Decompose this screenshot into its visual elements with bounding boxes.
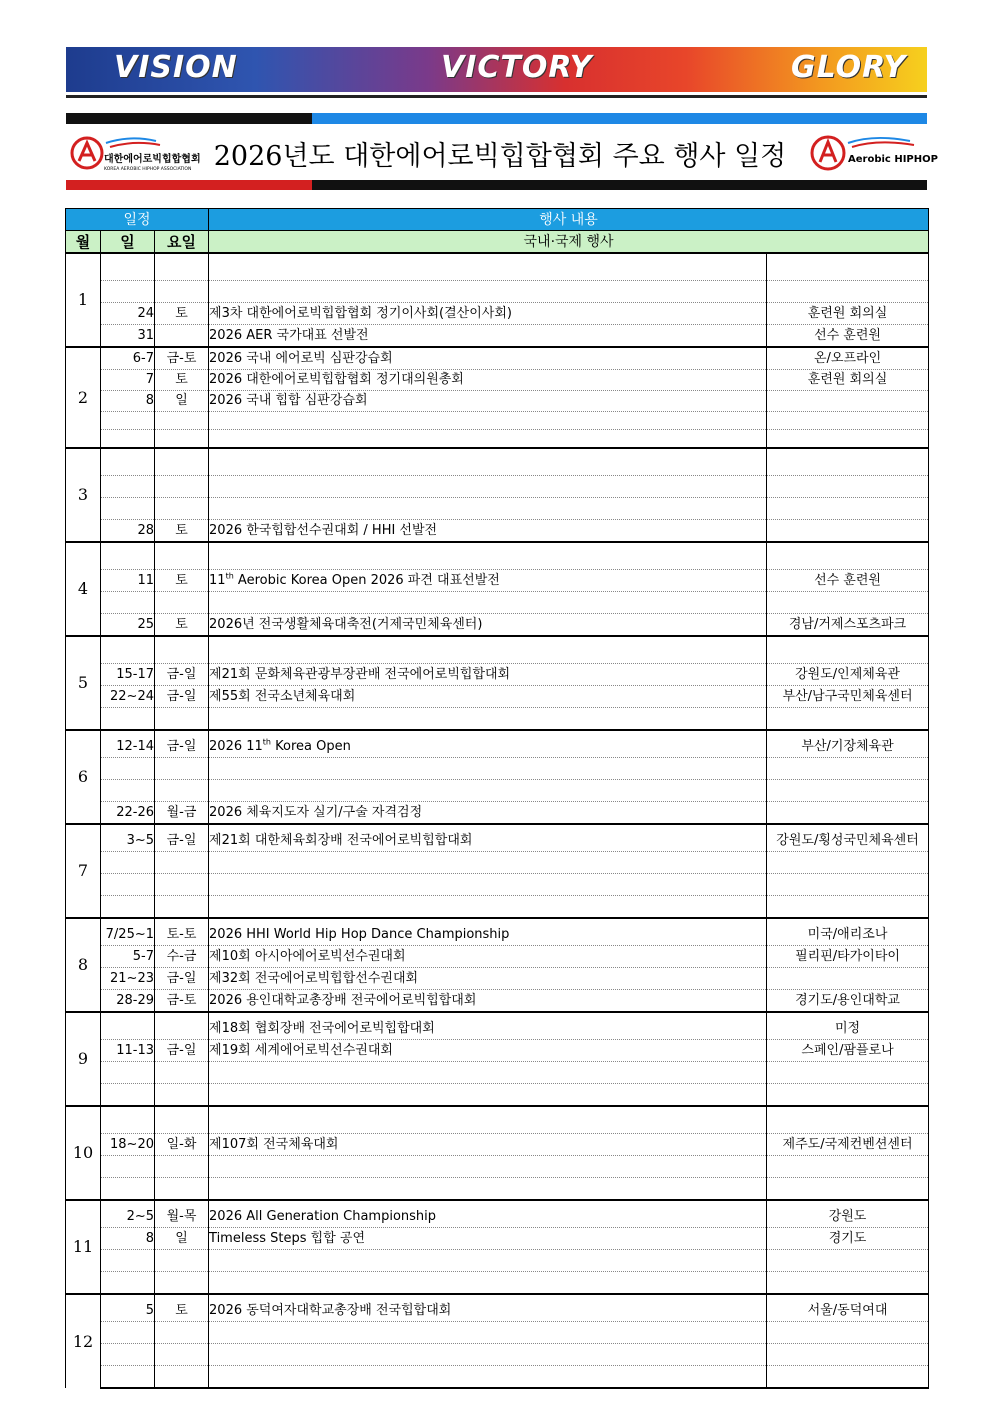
association-logo-right — [810, 131, 938, 175]
event-weekday — [155, 780, 209, 802]
event-location: 필리핀/타가이타이 — [767, 946, 929, 968]
event-location — [767, 852, 929, 874]
event-name: 2026 All Generation Championship — [209, 1200, 767, 1228]
table-row — [66, 1322, 929, 1344]
event-day: 5 — [101, 1294, 155, 1322]
event-location: 온/오프라인 — [767, 347, 929, 370]
event-weekday — [155, 1012, 209, 1040]
event-location — [767, 802, 929, 825]
event-day — [101, 1178, 155, 1201]
event-name-part: 2026 11 — [209, 739, 263, 754]
header-dow: 요일 — [155, 231, 209, 254]
event-weekday — [155, 708, 209, 731]
event-weekday: 일 — [155, 1228, 209, 1250]
header-domestic-intl: 국내·국제 행사 — [209, 231, 929, 254]
event-weekday: 토 — [155, 370, 209, 391]
event-weekday — [155, 1084, 209, 1107]
event-day: 15-17 — [101, 664, 155, 686]
event-location: 제주도/국제컨벤션센터 — [767, 1134, 929, 1156]
event-name — [209, 636, 767, 664]
table-row — [66, 636, 929, 664]
month-label: 2 — [66, 347, 101, 448]
event-name: 2026 체육지도자 실기/구술 자격검정 — [209, 802, 767, 825]
event-name — [209, 570, 767, 592]
page-title: 2026년도 대한에어로빅힙합협회 주요 행사 일정 — [213, 141, 787, 172]
event-weekday — [155, 498, 209, 520]
event-location — [767, 430, 929, 449]
event-day — [101, 852, 155, 874]
event-location: 경기도 — [767, 1228, 929, 1250]
event-day — [101, 1366, 155, 1389]
event-weekday: 월-목 — [155, 1200, 209, 1228]
event-location — [767, 874, 929, 896]
divider-bar-red — [66, 180, 312, 190]
table-row — [66, 498, 929, 520]
event-location — [767, 1366, 929, 1389]
event-weekday: 토 — [155, 1294, 209, 1322]
event-weekday — [155, 1322, 209, 1344]
event-weekday: 토-토 — [155, 918, 209, 946]
event-weekday — [155, 412, 209, 430]
header-banner — [66, 47, 927, 92]
table-row — [66, 1178, 929, 1201]
table-row — [66, 542, 929, 570]
event-name — [209, 1250, 767, 1272]
table-row — [66, 968, 929, 990]
event-weekday: 금-일 — [155, 730, 209, 758]
table-row — [66, 730, 929, 758]
event-name: 2026 용인대학교총장배 전국에어로빅힙합대회 — [209, 990, 767, 1013]
month-label: 12 — [66, 1294, 101, 1388]
event-day — [101, 1322, 155, 1344]
event-name — [209, 542, 767, 570]
event-day — [101, 430, 155, 449]
event-name-part: 11 — [209, 572, 226, 588]
event-location: 강원도 — [767, 1200, 929, 1228]
table-row — [66, 303, 929, 325]
event-location — [767, 520, 929, 543]
event-location: 선수 훈련원 — [767, 570, 929, 592]
event-day — [101, 874, 155, 896]
event-day: 7/25~1 — [101, 918, 155, 946]
month-label: 3 — [66, 448, 101, 542]
header-month: 월 — [66, 231, 101, 254]
event-weekday — [155, 1366, 209, 1389]
event-weekday — [155, 592, 209, 614]
event-day — [101, 542, 155, 570]
event-weekday — [155, 1156, 209, 1178]
event-weekday: 토 — [155, 570, 209, 592]
event-weekday: 일-화 — [155, 1134, 209, 1156]
event-name: 2026 국내 힙합 심판강습회 — [209, 391, 767, 412]
event-name: 제107회 전국체육대회 — [209, 1134, 767, 1156]
event-weekday — [155, 448, 209, 476]
table-row — [66, 1062, 929, 1084]
table-row — [66, 758, 929, 780]
event-name — [209, 1344, 767, 1366]
event-location: 경기도/용인대학교 — [767, 990, 929, 1013]
event-name — [209, 476, 767, 498]
event-name — [209, 412, 767, 430]
event-weekday: 금-토 — [155, 347, 209, 370]
event-name: 제3차 대한에어로빅힙합협회 정기이사회(결산이사회) — [209, 303, 767, 325]
table-row — [66, 570, 929, 592]
event-day: 25 — [101, 614, 155, 637]
divider-bar-black — [66, 113, 312, 124]
event-location: 부산/남구국민체육센터 — [767, 686, 929, 708]
event-name — [209, 592, 767, 614]
event-location — [767, 708, 929, 731]
event-name — [209, 1062, 767, 1084]
table-row — [66, 1156, 929, 1178]
event-day — [101, 1012, 155, 1040]
month-label: 5 — [66, 636, 101, 730]
table-row — [66, 412, 929, 430]
divider-bar-black-lower — [312, 180, 927, 190]
event-day — [101, 780, 155, 802]
event-weekday: 금-토 — [155, 990, 209, 1013]
event-location — [767, 636, 929, 664]
event-location — [767, 498, 929, 520]
event-location — [767, 542, 929, 570]
event-location: 미정 — [767, 1012, 929, 1040]
event-weekday: 월-금 — [155, 802, 209, 825]
event-location — [767, 592, 929, 614]
event-name — [209, 1084, 767, 1107]
event-name: 2026 HHI World Hip Hop Dance Championship — [209, 918, 767, 946]
month-label: 9 — [66, 1012, 101, 1106]
event-day — [101, 498, 155, 520]
event-day: 2~5 — [101, 1200, 155, 1228]
table-row — [66, 1106, 929, 1134]
event-day — [101, 758, 155, 780]
event-name — [209, 281, 767, 303]
event-location — [767, 896, 929, 919]
table-row — [66, 918, 929, 946]
event-weekday — [155, 874, 209, 896]
event-name — [209, 852, 767, 874]
event-day — [101, 592, 155, 614]
event-weekday: 금-일 — [155, 686, 209, 708]
event-day: 12-14 — [101, 730, 155, 758]
event-name: 제55회 전국소년체육대회 — [209, 686, 767, 708]
event-location: 훈련원 회의실 — [767, 303, 929, 325]
event-name — [209, 708, 767, 731]
event-location — [767, 1178, 929, 1201]
event-day: 8 — [101, 1228, 155, 1250]
month-label: 4 — [66, 542, 101, 636]
event-day — [101, 412, 155, 430]
event-day — [101, 476, 155, 498]
table-row — [66, 874, 929, 896]
table-row — [66, 824, 929, 852]
event-name: 제21회 문화체육관광부장관배 전국에어로빅힙합대회 — [209, 664, 767, 686]
event-name — [209, 448, 767, 476]
event-name — [209, 1366, 767, 1389]
table-row — [66, 1344, 929, 1366]
event-name — [209, 253, 767, 281]
table-row — [66, 614, 929, 637]
event-weekday: 토 — [155, 303, 209, 325]
month-label: 8 — [66, 918, 101, 1012]
month-label: 10 — [66, 1106, 101, 1200]
table-row — [66, 1084, 929, 1107]
event-day — [101, 1084, 155, 1107]
event-name — [209, 874, 767, 896]
event-location: 강원도/인제체육관 — [767, 664, 929, 686]
event-name — [209, 730, 767, 758]
event-name — [209, 430, 767, 449]
event-day: 31 — [101, 325, 155, 348]
table-row — [66, 664, 929, 686]
event-day: 7 — [101, 370, 155, 391]
header-day: 일 — [101, 231, 155, 254]
event-location — [767, 1106, 929, 1134]
event-day: 28 — [101, 520, 155, 543]
event-name — [209, 758, 767, 780]
event-weekday — [155, 253, 209, 281]
event-location — [767, 253, 929, 281]
event-weekday: 일 — [155, 391, 209, 412]
event-location — [767, 412, 929, 430]
event-weekday — [155, 281, 209, 303]
divider-bar-blue — [312, 113, 927, 124]
event-name — [209, 780, 767, 802]
event-day — [101, 708, 155, 731]
table-row — [66, 1200, 929, 1228]
event-day: 6-7 — [101, 347, 155, 370]
table-row — [66, 708, 929, 731]
table-row — [66, 896, 929, 919]
table-row — [66, 780, 929, 802]
event-name: 제21회 대한체육회장배 전국에어로빅힙합대회 — [209, 824, 767, 852]
event-name — [209, 1322, 767, 1344]
event-location: 서울/동덕여대 — [767, 1294, 929, 1322]
table-row — [66, 852, 929, 874]
event-weekday: 금-일 — [155, 664, 209, 686]
event-location: 스페인/팜플로나 — [767, 1040, 929, 1062]
table-row — [66, 1040, 929, 1062]
event-weekday — [155, 896, 209, 919]
table-row — [66, 430, 929, 449]
event-name: 2026 AER 국가대표 선발전 — [209, 325, 767, 348]
event-location: 선수 훈련원 — [767, 325, 929, 348]
event-weekday — [155, 758, 209, 780]
event-location — [767, 780, 929, 802]
event-day — [101, 1250, 155, 1272]
table-row — [66, 476, 929, 498]
event-name — [209, 1272, 767, 1295]
event-day: 18~20 — [101, 1134, 155, 1156]
table-row — [66, 946, 929, 968]
table-row — [66, 1012, 929, 1040]
event-weekday — [155, 325, 209, 348]
table-row — [66, 1228, 929, 1250]
banner-victory: VICTORY — [441, 50, 593, 85]
event-day — [101, 448, 155, 476]
event-weekday — [155, 1106, 209, 1134]
event-weekday — [155, 1272, 209, 1295]
table-row — [66, 520, 929, 543]
banner-vision: VISION — [114, 50, 238, 85]
event-name — [209, 1156, 767, 1178]
event-day: 21~23 — [101, 968, 155, 990]
event-name: 제32회 전국에어로빅힙합선수권대회 — [209, 968, 767, 990]
event-weekday — [155, 430, 209, 449]
event-name: 제18회 협회장배 전국에어로빅힙합대회 — [209, 1012, 767, 1040]
event-location: 강원도/횡성국민체육센터 — [767, 824, 929, 852]
event-location — [767, 1250, 929, 1272]
event-location — [767, 1272, 929, 1295]
event-weekday: 토 — [155, 614, 209, 637]
event-location — [767, 1084, 929, 1107]
event-name: 제19회 세계에어로빅선수권대회 — [209, 1040, 767, 1062]
event-day: 8 — [101, 391, 155, 412]
table-row — [66, 281, 929, 303]
event-day — [101, 1156, 155, 1178]
banner-glory: GLORY — [791, 50, 907, 85]
association-logo-left — [70, 133, 201, 173]
event-location — [767, 1062, 929, 1084]
event-location — [767, 1344, 929, 1366]
event-location: 부산/기장체육관 — [767, 730, 929, 758]
event-day: 3~5 — [101, 824, 155, 852]
event-weekday: 토 — [155, 520, 209, 543]
event-location — [767, 968, 929, 990]
event-location: 미국/애리조나 — [767, 918, 929, 946]
event-location — [767, 476, 929, 498]
table-row — [66, 592, 929, 614]
event-day: 11-13 — [101, 1040, 155, 1062]
event-day: 22-26 — [101, 802, 155, 825]
table-row — [66, 1272, 929, 1295]
event-weekday — [155, 1178, 209, 1201]
event-name — [209, 1178, 767, 1201]
month-label: 7 — [66, 824, 101, 918]
event-day — [101, 253, 155, 281]
event-weekday — [155, 636, 209, 664]
logo-left-name: 대한에어로빅힙합협회 — [104, 154, 201, 165]
event-day — [101, 281, 155, 303]
event-name: 2026 한국힙합선수권대회 / HHI 선발전 — [209, 520, 767, 543]
logo-right-name: Aerobic HIPHOP — [848, 154, 938, 165]
table-row — [66, 370, 929, 391]
event-name: Timeless Steps 힙합 공연 — [209, 1228, 767, 1250]
event-weekday — [155, 852, 209, 874]
event-location — [767, 758, 929, 780]
table-row — [66, 391, 929, 412]
event-day — [101, 1106, 155, 1134]
logo-left-subname: KOREA AEROBIC HIPHOP ASSOCIATION — [104, 167, 192, 172]
event-day: 5-7 — [101, 946, 155, 968]
event-weekday — [155, 542, 209, 570]
event-name: 2026 동덕여자대학교총장배 전국힙합대회 — [209, 1294, 767, 1322]
event-weekday — [155, 1344, 209, 1366]
table-row — [66, 253, 929, 281]
table-row — [66, 1134, 929, 1156]
event-name: 2026 대한에어로빅힙합협회 정기대의원총회 — [209, 370, 767, 391]
event-weekday: 금-일 — [155, 824, 209, 852]
header-date-group: 일정 — [66, 209, 209, 231]
event-name — [209, 896, 767, 919]
ordinal-suffix: th — [262, 737, 272, 747]
event-location: 훈련원 회의실 — [767, 370, 929, 391]
event-name — [209, 498, 767, 520]
table-row — [66, 686, 929, 708]
event-name: 제10회 아시아에어로빅선수권대회 — [209, 946, 767, 968]
event-day — [101, 1062, 155, 1084]
event-weekday: 금-일 — [155, 1040, 209, 1062]
schedule-table — [65, 208, 929, 1389]
event-name-part: Korea Open — [271, 739, 351, 754]
event-location: 경남/거제스포츠파크 — [767, 614, 929, 637]
event-day — [101, 1344, 155, 1366]
event-name-part: Aerobic Korea Open 2026 파견 대표선발전 — [233, 572, 500, 588]
event-weekday — [155, 1062, 209, 1084]
event-weekday: 금-일 — [155, 968, 209, 990]
event-day: 22~24 — [101, 686, 155, 708]
table-row — [66, 990, 929, 1013]
divider-line — [66, 95, 927, 98]
header-content-group: 행사 내용 — [209, 209, 929, 231]
event-name: 2026 국내 에어로빅 심판강습회 — [209, 347, 767, 370]
event-day — [101, 636, 155, 664]
ordinal-suffix: th — [225, 571, 234, 581]
event-weekday — [155, 1250, 209, 1272]
event-name: 2026년 전국생활체육대축전(거제국민체육센터) — [209, 614, 767, 637]
table-row — [66, 1366, 929, 1389]
event-name — [209, 1106, 767, 1134]
table-row — [66, 347, 929, 370]
table-row — [66, 1294, 929, 1322]
table-row — [66, 325, 929, 348]
table-row — [66, 1250, 929, 1272]
month-label: 6 — [66, 730, 101, 824]
table-row — [66, 802, 929, 825]
month-label: 1 — [66, 253, 101, 347]
event-day — [101, 1272, 155, 1295]
event-location — [767, 1322, 929, 1344]
table-row — [66, 448, 929, 476]
event-location — [767, 448, 929, 476]
event-location — [767, 1156, 929, 1178]
event-location — [767, 391, 929, 412]
event-day: 11 — [101, 570, 155, 592]
event-weekday: 수-금 — [155, 946, 209, 968]
event-day: 24 — [101, 303, 155, 325]
event-location — [767, 281, 929, 303]
event-day: 28-29 — [101, 990, 155, 1013]
month-label: 11 — [66, 1200, 101, 1294]
event-day — [101, 896, 155, 919]
event-weekday — [155, 476, 209, 498]
